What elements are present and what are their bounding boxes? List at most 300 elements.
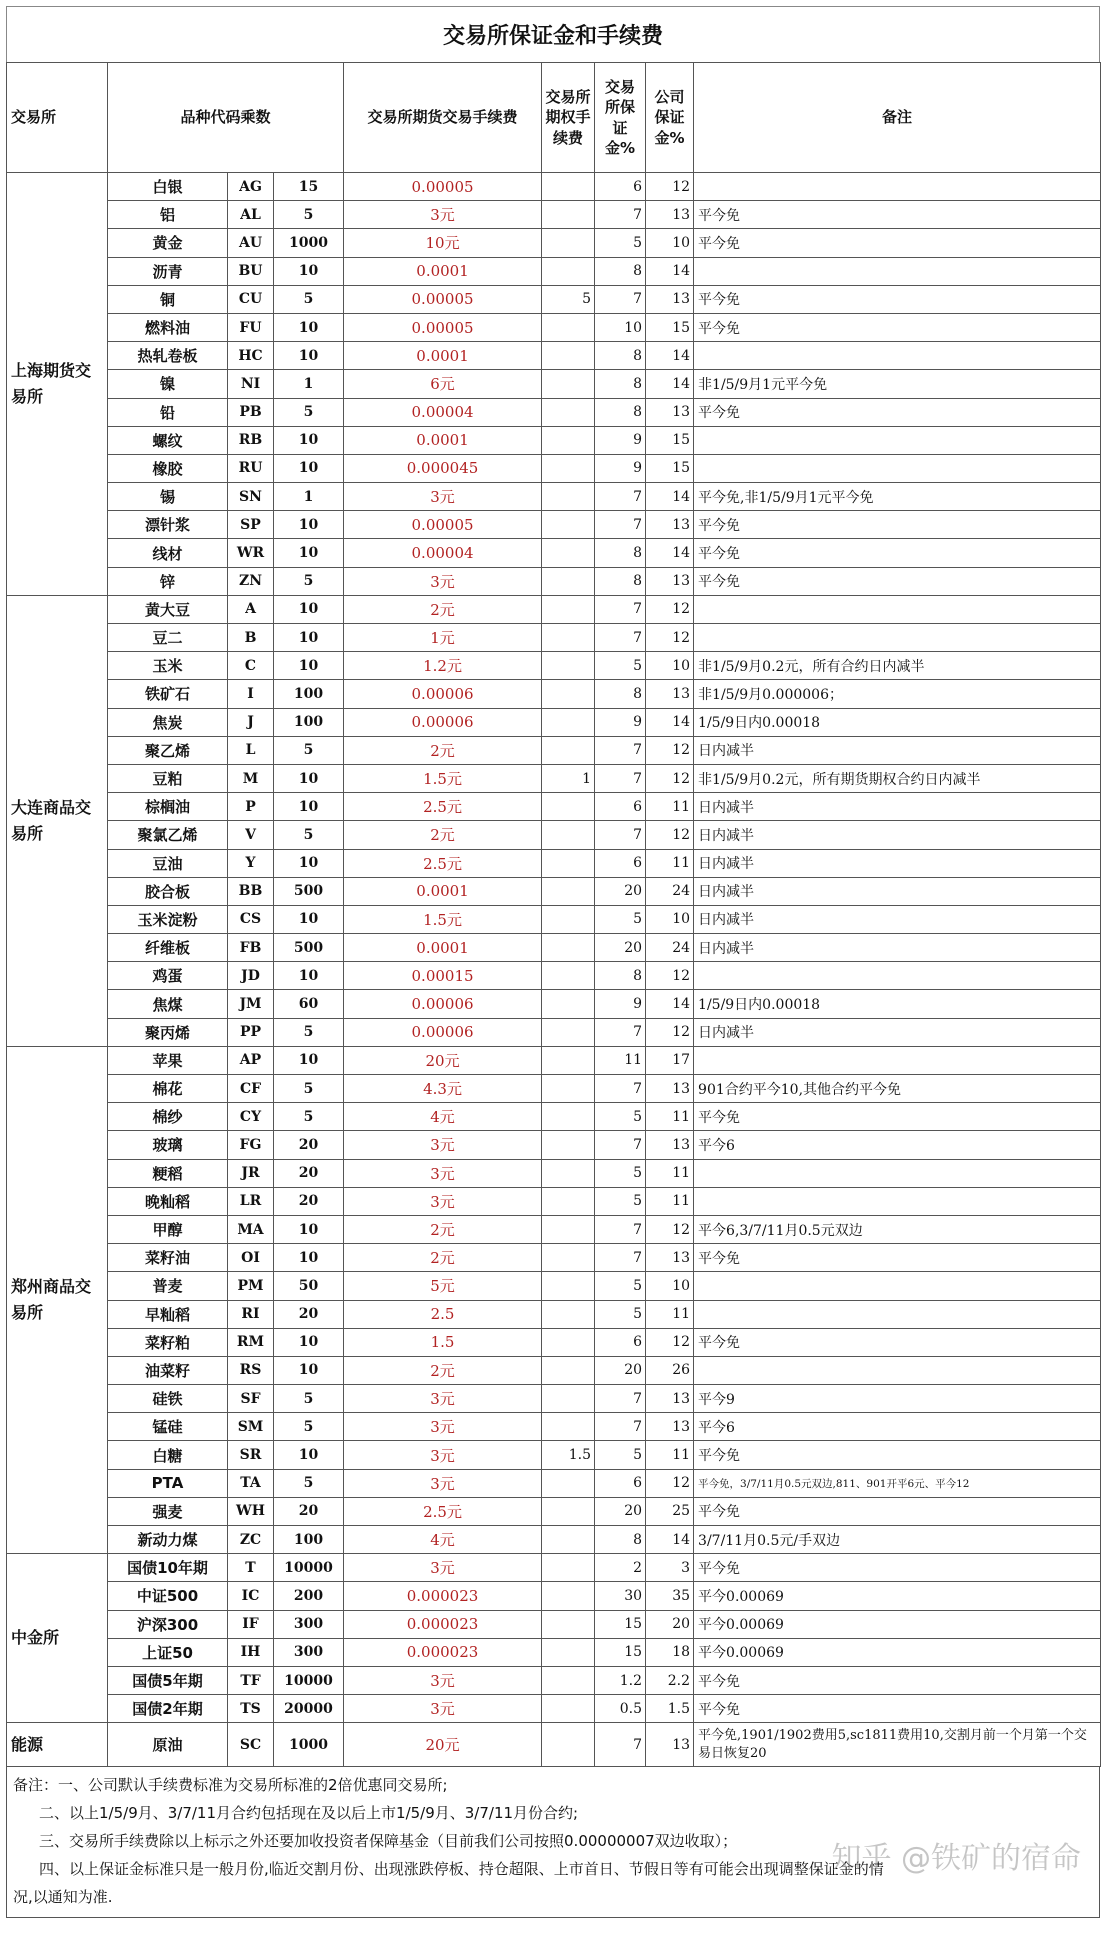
table-row xyxy=(7,1187,1101,1215)
product-name: 玉米淀粉 xyxy=(108,905,228,933)
company-margin: 14 xyxy=(646,370,694,398)
product-code: AU xyxy=(228,229,274,257)
product-name: 国债2年期 xyxy=(108,1695,228,1723)
product-name: 黄金 xyxy=(108,229,228,257)
exchange-margin: 5 xyxy=(595,1187,646,1215)
note-cell xyxy=(694,962,1101,990)
option-fee: 1.5 xyxy=(542,1441,595,1469)
futures-fee: 3元 xyxy=(344,567,542,595)
exchange-margin: 7 xyxy=(595,511,646,539)
product-code: JD xyxy=(228,962,274,990)
futures-fee: 20元 xyxy=(344,1046,542,1074)
exchange-margin: 8 xyxy=(595,680,646,708)
option-fee xyxy=(542,567,595,595)
futures-fee: 3元 xyxy=(344,1469,542,1497)
product-name: 聚丙烯 xyxy=(108,1018,228,1046)
option-fee xyxy=(542,821,595,849)
futures-fee: 0.0001 xyxy=(344,426,542,454)
note-cell xyxy=(694,1046,1101,1074)
option-fee xyxy=(542,905,595,933)
futures-fee: 0.00005 xyxy=(344,511,542,539)
product-name: 玻璃 xyxy=(108,1131,228,1159)
product-name: 漂针浆 xyxy=(108,511,228,539)
table-row xyxy=(7,173,1101,201)
note-cell: 平今免 xyxy=(694,1666,1101,1694)
note-cell: 平今0.00069 xyxy=(694,1638,1101,1666)
table-row xyxy=(7,736,1101,764)
contract-multiplier: 1 xyxy=(274,370,344,398)
table-row xyxy=(7,285,1101,313)
table-row xyxy=(7,454,1101,482)
exchange-margin: 30 xyxy=(595,1582,646,1610)
option-fee xyxy=(542,229,595,257)
product-code: CS xyxy=(228,905,274,933)
futures-fee: 0.000023 xyxy=(344,1582,542,1610)
header-note: 备注 xyxy=(694,63,1101,173)
exchange-margin: 5 xyxy=(595,905,646,933)
exchange-margin: 6 xyxy=(595,793,646,821)
company-margin: 11 xyxy=(646,1103,694,1131)
exchange-margin: 15 xyxy=(595,1610,646,1638)
exchange-margin: 7 xyxy=(595,1075,646,1103)
product-code: WR xyxy=(228,539,274,567)
company-margin: 11 xyxy=(646,1441,694,1469)
note-cell: 1/5/9日内0.00018 xyxy=(694,990,1101,1018)
product-name: 橡胶 xyxy=(108,454,228,482)
contract-multiplier: 10 xyxy=(274,454,344,482)
sheet-title: 交易所保证金和手续费 xyxy=(6,6,1100,62)
product-code: SM xyxy=(228,1413,274,1441)
product-name: 早籼稻 xyxy=(108,1300,228,1328)
exchange-margin: 7 xyxy=(595,764,646,792)
table-row xyxy=(7,370,1101,398)
option-fee xyxy=(542,624,595,652)
exchange-margin: 8 xyxy=(595,539,646,567)
table-row xyxy=(7,1131,1101,1159)
exchange-margin: 8 xyxy=(595,1526,646,1554)
option-fee xyxy=(542,398,595,426)
contract-multiplier: 5 xyxy=(274,1385,344,1413)
header-option-fee: 交易所期权手续费 xyxy=(542,63,595,173)
contract-multiplier: 10 xyxy=(274,1356,344,1384)
company-margin: 12 xyxy=(646,1469,694,1497)
exchange-margin: 7 xyxy=(595,1385,646,1413)
table-row xyxy=(7,1469,1101,1497)
note-cell: 平今免 xyxy=(694,398,1101,426)
contract-multiplier: 10 xyxy=(274,624,344,652)
futures-fee: 2.5元 xyxy=(344,793,542,821)
product-name: 国债10年期 xyxy=(108,1554,228,1582)
product-name: 中证500 xyxy=(108,1582,228,1610)
product-name: 焦煤 xyxy=(108,990,228,1018)
company-margin: 24 xyxy=(646,877,694,905)
company-margin: 2.2 xyxy=(646,1666,694,1694)
exchange-margin: 7 xyxy=(595,1018,646,1046)
company-margin: 13 xyxy=(646,1413,694,1441)
exchange-margin: 7 xyxy=(595,821,646,849)
note-cell xyxy=(694,173,1101,201)
product-code: AL xyxy=(228,201,274,229)
product-code: LR xyxy=(228,1187,274,1215)
company-margin: 14 xyxy=(646,1526,694,1554)
product-name: 焦炭 xyxy=(108,708,228,736)
table-row xyxy=(7,595,1101,623)
note-cell: 平今6,3/7/11月0.5元双边 xyxy=(694,1215,1101,1243)
exchange-margin: 6 xyxy=(595,1328,646,1356)
contract-multiplier: 5 xyxy=(274,567,344,595)
option-fee xyxy=(542,1131,595,1159)
option-fee xyxy=(542,1695,595,1723)
product-name: 沪深300 xyxy=(108,1610,228,1638)
note-cell: 平今免 xyxy=(694,1441,1101,1469)
option-fee xyxy=(542,1638,595,1666)
futures-fee: 2元 xyxy=(344,1356,542,1384)
exchange-margin: 9 xyxy=(595,426,646,454)
exchange-margin: 0.5 xyxy=(595,1695,646,1723)
contract-multiplier: 200 xyxy=(274,1582,344,1610)
product-name: 螺纹 xyxy=(108,426,228,454)
table-row xyxy=(7,849,1101,877)
contract-multiplier: 10 xyxy=(274,595,344,623)
product-code: ZC xyxy=(228,1526,274,1554)
company-margin: 13 xyxy=(646,398,694,426)
product-name: 线材 xyxy=(108,539,228,567)
contract-multiplier: 5 xyxy=(274,821,344,849)
contract-multiplier: 50 xyxy=(274,1272,344,1300)
company-margin: 12 xyxy=(646,736,694,764)
product-code: MA xyxy=(228,1215,274,1243)
note-cell: 3/7/11月0.5元/手双边 xyxy=(694,1526,1101,1554)
product-code: Y xyxy=(228,849,274,877)
product-code: NI xyxy=(228,370,274,398)
table-row xyxy=(7,652,1101,680)
futures-fee: 0.00005 xyxy=(344,173,542,201)
product-name: 菜籽粕 xyxy=(108,1328,228,1356)
contract-multiplier: 20 xyxy=(274,1159,344,1187)
product-code: M xyxy=(228,764,274,792)
futures-fee: 3元 xyxy=(344,1554,542,1582)
remark-line: 二、以上1/5/9月、3/7/11月合约包括现在及以后上市1/5/9月、3/7/11月份合约; xyxy=(39,1804,579,1823)
contract-multiplier: 5 xyxy=(274,736,344,764)
exchange-margin: 8 xyxy=(595,962,646,990)
note-cell: 非1/5/9月0.000006； xyxy=(694,680,1101,708)
exchange-margin: 6 xyxy=(595,173,646,201)
exchange-margin: 2 xyxy=(595,1554,646,1582)
option-fee xyxy=(542,313,595,341)
product-code: C xyxy=(228,652,274,680)
product-name: 普麦 xyxy=(108,1272,228,1300)
note-cell: 平今免 xyxy=(694,201,1101,229)
contract-multiplier: 100 xyxy=(274,708,344,736)
futures-fee: 4元 xyxy=(344,1526,542,1554)
exchange-margin: 6 xyxy=(595,1469,646,1497)
option-fee xyxy=(542,962,595,990)
futures-fee: 0.00015 xyxy=(344,962,542,990)
contract-multiplier: 5 xyxy=(274,1103,344,1131)
exchange-margin: 5 xyxy=(595,1159,646,1187)
exchange-margin: 20 xyxy=(595,1356,646,1384)
note-cell xyxy=(694,624,1101,652)
futures-fee: 2元 xyxy=(344,821,542,849)
company-margin: 13 xyxy=(646,1244,694,1272)
option-fee xyxy=(542,1469,595,1497)
note-cell: 平今免 xyxy=(694,539,1101,567)
exchange-margin: 7 xyxy=(595,624,646,652)
futures-fee: 3元 xyxy=(344,1131,542,1159)
option-fee xyxy=(542,370,595,398)
exchange-margin: 5 xyxy=(595,1441,646,1469)
product-name: 强麦 xyxy=(108,1497,228,1525)
exchange-cell: 大连商品交易所 xyxy=(7,595,108,1046)
product-name: 棉花 xyxy=(108,1075,228,1103)
note-cell: 非1/5/9月0.2元，所有合约日内减半 xyxy=(694,652,1101,680)
futures-fee: 0.00006 xyxy=(344,680,542,708)
option-fee xyxy=(542,877,595,905)
option-fee xyxy=(542,483,595,511)
product-code: A xyxy=(228,595,274,623)
option-fee xyxy=(542,426,595,454)
note-cell: 平今免 xyxy=(694,1244,1101,1272)
exchange-cell: 能源 xyxy=(7,1723,108,1767)
table-row xyxy=(7,793,1101,821)
company-margin: 13 xyxy=(646,567,694,595)
product-name: 铜 xyxy=(108,285,228,313)
futures-fee: 1.2元 xyxy=(344,652,542,680)
note-cell: 日内减半 xyxy=(694,877,1101,905)
option-fee xyxy=(542,680,595,708)
exchange-margin: 7 xyxy=(595,1723,646,1767)
company-margin: 20 xyxy=(646,1610,694,1638)
product-name: 棕榈油 xyxy=(108,793,228,821)
option-fee xyxy=(542,454,595,482)
product-name: 甲醇 xyxy=(108,1215,228,1243)
option-fee xyxy=(542,1300,595,1328)
company-margin: 10 xyxy=(646,1272,694,1300)
product-name: 铅 xyxy=(108,398,228,426)
product-name: 菜籽油 xyxy=(108,1244,228,1272)
product-name: 白糖 xyxy=(108,1441,228,1469)
option-fee: 1 xyxy=(542,764,595,792)
product-code: PB xyxy=(228,398,274,426)
product-name: 粳稻 xyxy=(108,1159,228,1187)
table-row xyxy=(7,1526,1101,1554)
contract-multiplier: 1000 xyxy=(274,1723,344,1767)
note-cell: 平今0.00069 xyxy=(694,1610,1101,1638)
table-row xyxy=(7,511,1101,539)
table-row xyxy=(7,905,1101,933)
exchange-margin: 8 xyxy=(595,342,646,370)
company-margin: 25 xyxy=(646,1497,694,1525)
table-row xyxy=(7,1356,1101,1384)
contract-multiplier: 5 xyxy=(274,1469,344,1497)
note-cell: 日内减半 xyxy=(694,849,1101,877)
product-name: 油菜籽 xyxy=(108,1356,228,1384)
table-row xyxy=(7,229,1101,257)
product-code: TF xyxy=(228,1666,274,1694)
exchange-margin: 10 xyxy=(595,313,646,341)
contract-multiplier: 20 xyxy=(274,1497,344,1525)
remark-line: 四、以上保证金标准只是一般月份,临近交割月份、出现涨跌停板、持仓超限、上市首日、节假日等有可能会出现调整保证金的情 xyxy=(39,1860,884,1879)
table-row xyxy=(7,567,1101,595)
contract-multiplier: 500 xyxy=(274,877,344,905)
note-cell xyxy=(694,1300,1101,1328)
note-cell: 平今免,1901/1902费用5,sc1811费用10,交割月前一个月第一个交易日恢复20 xyxy=(694,1723,1101,1767)
product-code: RB xyxy=(228,426,274,454)
exchange-margin: 8 xyxy=(595,567,646,595)
exchange-margin: 20 xyxy=(595,934,646,962)
contract-multiplier: 300 xyxy=(274,1610,344,1638)
exchange-margin: 7 xyxy=(595,483,646,511)
product-code: JM xyxy=(228,990,274,1018)
option-fee xyxy=(542,1610,595,1638)
table-row xyxy=(7,1159,1101,1187)
company-margin: 12 xyxy=(646,764,694,792)
company-margin: 10 xyxy=(646,905,694,933)
product-name: 铝 xyxy=(108,201,228,229)
table-row xyxy=(7,1328,1101,1356)
note-cell: 1/5/9日内0.00018 xyxy=(694,708,1101,736)
contract-multiplier: 15 xyxy=(274,173,344,201)
futures-fee: 3元 xyxy=(344,201,542,229)
company-margin: 12 xyxy=(646,1215,694,1243)
contract-multiplier: 10 xyxy=(274,426,344,454)
exchange-margin: 7 xyxy=(595,1413,646,1441)
table-body xyxy=(7,173,1101,1767)
futures-fee: 3元 xyxy=(344,1441,542,1469)
product-code: I xyxy=(228,680,274,708)
note-cell: 日内减半 xyxy=(694,934,1101,962)
exchange-margin: 11 xyxy=(595,1046,646,1074)
futures-fee: 3元 xyxy=(344,1695,542,1723)
exchange-margin: 6 xyxy=(595,849,646,877)
futures-fee: 0.00004 xyxy=(344,539,542,567)
contract-multiplier: 20 xyxy=(274,1300,344,1328)
product-code: FU xyxy=(228,313,274,341)
product-name: 锌 xyxy=(108,567,228,595)
product-code: BU xyxy=(228,257,274,285)
futures-fee: 4.3元 xyxy=(344,1075,542,1103)
option-fee xyxy=(542,1018,595,1046)
company-margin: 15 xyxy=(646,313,694,341)
product-code: TS xyxy=(228,1695,274,1723)
note-cell: 日内减半 xyxy=(694,905,1101,933)
contract-multiplier: 10 xyxy=(274,764,344,792)
futures-fee: 0.000023 xyxy=(344,1638,542,1666)
exchange-margin: 8 xyxy=(595,370,646,398)
table-row xyxy=(7,1695,1101,1723)
futures-fee: 3元 xyxy=(344,483,542,511)
company-margin: 14 xyxy=(646,990,694,1018)
company-margin: 12 xyxy=(646,821,694,849)
product-code: SR xyxy=(228,1441,274,1469)
company-margin: 17 xyxy=(646,1046,694,1074)
company-margin: 13 xyxy=(646,1385,694,1413)
contract-multiplier: 1 xyxy=(274,483,344,511)
product-code: HC xyxy=(228,342,274,370)
option-fee xyxy=(542,201,595,229)
futures-fee: 0.0001 xyxy=(344,342,542,370)
product-name: 豆油 xyxy=(108,849,228,877)
note-cell: 平今免 xyxy=(694,1328,1101,1356)
product-code: CY xyxy=(228,1103,274,1131)
table-row xyxy=(7,398,1101,426)
option-fee xyxy=(542,1582,595,1610)
exchange-margin: 5 xyxy=(595,229,646,257)
futures-fee: 0.00005 xyxy=(344,313,542,341)
company-margin: 15 xyxy=(646,454,694,482)
futures-fee: 1.5元 xyxy=(344,905,542,933)
company-margin: 14 xyxy=(646,483,694,511)
contract-multiplier: 10 xyxy=(274,1046,344,1074)
note-cell xyxy=(694,342,1101,370)
table-row xyxy=(7,1610,1101,1638)
company-margin: 14 xyxy=(646,342,694,370)
note-cell xyxy=(694,426,1101,454)
exchange-margin: 7 xyxy=(595,285,646,313)
contract-multiplier: 300 xyxy=(274,1638,344,1666)
product-code: PM xyxy=(228,1272,274,1300)
futures-fee: 3元 xyxy=(344,1666,542,1694)
table-row xyxy=(7,1497,1101,1525)
futures-fee: 0.00006 xyxy=(344,990,542,1018)
company-margin: 15 xyxy=(646,426,694,454)
contract-multiplier: 5 xyxy=(274,285,344,313)
option-fee xyxy=(542,934,595,962)
product-name: 镍 xyxy=(108,370,228,398)
table-row xyxy=(7,1441,1101,1469)
contract-multiplier: 5 xyxy=(274,398,344,426)
product-name: 黄大豆 xyxy=(108,595,228,623)
contract-multiplier: 10 xyxy=(274,1215,344,1243)
futures-fee: 5元 xyxy=(344,1272,542,1300)
option-fee xyxy=(542,708,595,736)
contract-multiplier: 10 xyxy=(274,1244,344,1272)
company-margin: 12 xyxy=(646,173,694,201)
contract-multiplier: 100 xyxy=(274,1526,344,1554)
margin-fee-table xyxy=(6,62,1101,1767)
note-cell: 平今免 xyxy=(694,313,1101,341)
futures-fee: 0.0001 xyxy=(344,257,542,285)
note-cell: 平今免 xyxy=(694,1497,1101,1525)
company-margin: 12 xyxy=(646,1018,694,1046)
option-fee xyxy=(542,1497,595,1525)
product-code: SP xyxy=(228,511,274,539)
company-margin: 11 xyxy=(646,1300,694,1328)
note-cell xyxy=(694,1272,1101,1300)
company-margin: 11 xyxy=(646,1187,694,1215)
contract-multiplier: 10 xyxy=(274,539,344,567)
remarks-block xyxy=(6,1767,1100,1918)
company-margin: 14 xyxy=(646,539,694,567)
option-fee xyxy=(542,1413,595,1441)
note-cell: 901合约平今10,其他合约平今免 xyxy=(694,1075,1101,1103)
option-fee xyxy=(542,1215,595,1243)
contract-multiplier: 10 xyxy=(274,257,344,285)
contract-multiplier: 1000 xyxy=(274,229,344,257)
product-code: RU xyxy=(228,454,274,482)
product-code: T xyxy=(228,1554,274,1582)
table-row xyxy=(7,1244,1101,1272)
table-row xyxy=(7,539,1101,567)
option-fee xyxy=(542,736,595,764)
option-fee xyxy=(542,1666,595,1694)
contract-multiplier: 10 xyxy=(274,962,344,990)
header-exchange-margin: 交易所保证金% xyxy=(595,63,646,173)
note-cell xyxy=(694,1356,1101,1384)
contract-multiplier: 60 xyxy=(274,990,344,1018)
table-row xyxy=(7,680,1101,708)
contract-multiplier: 20 xyxy=(274,1187,344,1215)
